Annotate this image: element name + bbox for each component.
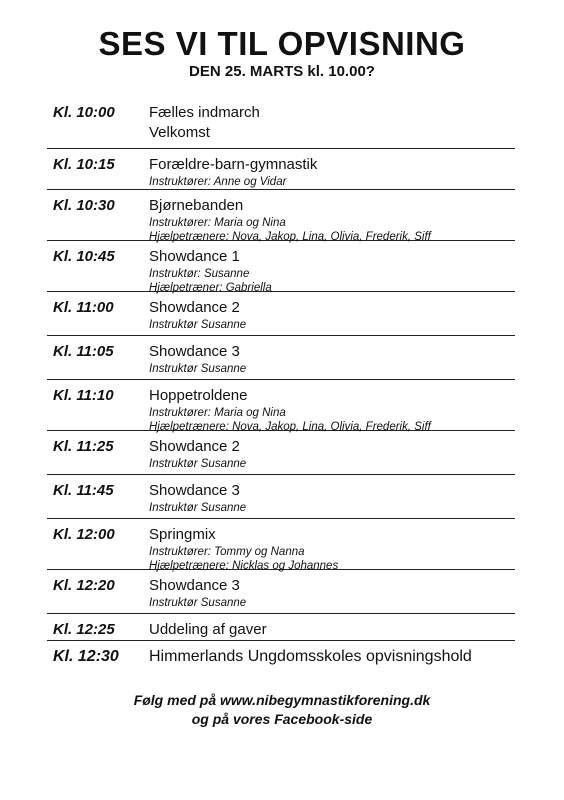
footer bbox=[0, 691, 564, 729]
schedule-content bbox=[149, 196, 515, 243]
schedule-content bbox=[149, 647, 515, 671]
schedule-row bbox=[47, 380, 515, 431]
schedule-content bbox=[149, 620, 515, 640]
schedule-row bbox=[47, 97, 515, 149]
schedule-item-detail: Instruktør Susanne bbox=[149, 319, 247, 331]
schedule-item-detail: Instruktør Susanne bbox=[149, 458, 247, 470]
schedule-content bbox=[149, 298, 515, 335]
schedule-item-detail: Instruktør Susanne bbox=[149, 363, 247, 375]
schedule-item-title: Showdance 2 bbox=[149, 299, 240, 316]
schedule-row bbox=[47, 292, 515, 336]
schedule-time: Kl. 11:10 bbox=[53, 387, 114, 404]
schedule-row bbox=[47, 431, 515, 475]
schedule-item-detail: Hjælpetrænere: Nova, Jakop, Lina, Olivia, Frederik, Siff bbox=[149, 421, 431, 433]
footer-facebook-line: og på vores Facebook-side bbox=[191, 711, 373, 727]
schedule-row bbox=[47, 475, 515, 519]
schedule-item-detail: Hjælpetrænere: Nicklas og Johannes bbox=[149, 560, 339, 572]
schedule-content bbox=[149, 342, 515, 379]
schedule-item-title: Showdance 3 bbox=[149, 577, 240, 594]
schedule-item-detail: Instruktør Susanne bbox=[149, 502, 247, 514]
schedule-content bbox=[149, 576, 515, 613]
schedule-item-title: Fælles indmarch bbox=[149, 104, 260, 121]
schedule-time: Kl. 11:25 bbox=[53, 438, 114, 455]
schedule-content bbox=[149, 525, 515, 572]
schedule-item-title: Bjørnebanden bbox=[149, 197, 244, 214]
schedule-row bbox=[47, 190, 515, 241]
schedule-content bbox=[149, 155, 515, 189]
schedule-content bbox=[149, 437, 515, 474]
schedule-row bbox=[47, 614, 515, 641]
schedule-item-detail: Hjælpetrænere: Nova, Jakop, Lina, Olivia, Frederik, Siff bbox=[149, 231, 431, 243]
schedule-row bbox=[47, 241, 515, 292]
schedule-item-title: Springmix bbox=[149, 526, 216, 543]
schedule-row bbox=[47, 570, 515, 614]
schedule-time: Kl. 11:45 bbox=[53, 482, 114, 499]
schedule-item-detail: Instruktør: Susanne bbox=[149, 268, 250, 280]
schedule-time: Kl. 10:00 bbox=[53, 104, 115, 121]
schedule-time: Kl. 11:00 bbox=[53, 299, 114, 316]
schedule-content bbox=[149, 386, 515, 433]
schedule-item-detail: Instruktører: Maria og Nina bbox=[149, 407, 286, 419]
schedule-item-title: Showdance 3 bbox=[149, 343, 240, 360]
schedule-item-title: Himmerlands Ungdomsskoles opvisningshold bbox=[149, 648, 472, 665]
schedule-time: Kl. 12:30 bbox=[53, 648, 119, 665]
schedule-item-title: Hoppetroldene bbox=[149, 387, 248, 404]
schedule-item-detail: Velkomst bbox=[149, 124, 210, 141]
schedule-item-title: Showdance 1 bbox=[149, 248, 240, 265]
schedule-item-title: Uddeling af gaver bbox=[149, 621, 267, 638]
schedule-time: Kl. 10:15 bbox=[53, 156, 115, 173]
schedule-item-title: Showdance 3 bbox=[149, 482, 240, 499]
schedule-table bbox=[47, 97, 515, 671]
schedule-time: Kl. 10:45 bbox=[53, 248, 115, 265]
page-subtitle: DEN 25. MARTS kl. 10.00? bbox=[189, 63, 375, 80]
schedule-time: Kl. 11:05 bbox=[53, 343, 114, 360]
page-title: SES VI TIL OPVISNING bbox=[98, 25, 466, 62]
schedule-row bbox=[47, 641, 515, 671]
schedule-item-detail: Instruktør Susanne bbox=[149, 597, 247, 609]
schedule-time: Kl. 12:20 bbox=[53, 577, 115, 594]
schedule-item-detail: Instruktører: Maria og Nina bbox=[149, 217, 286, 229]
schedule-time: Kl. 10:30 bbox=[53, 197, 115, 214]
schedule-content bbox=[149, 481, 515, 518]
schedule-row bbox=[47, 336, 515, 380]
schedule-content bbox=[149, 247, 515, 294]
schedule-time: Kl. 12:00 bbox=[53, 526, 115, 543]
schedule-item-detail: Instruktører: Tommy og Nanna bbox=[149, 546, 305, 558]
schedule-row bbox=[47, 519, 515, 570]
schedule-time: Kl. 12:25 bbox=[53, 621, 115, 638]
schedule-item-title: Showdance 2 bbox=[149, 438, 240, 455]
schedule-item-detail: Hjælpetræner: Gabriella bbox=[149, 282, 272, 294]
footer-website-line: Følg med på www.nibegymnastikforening.dk bbox=[133, 692, 431, 708]
schedule-item-detail: Instruktører: Anne og Vidar bbox=[149, 176, 287, 188]
schedule-item-title: Forældre-barn-gymnastik bbox=[149, 156, 318, 173]
schedule-row bbox=[47, 149, 515, 190]
schedule-content bbox=[149, 103, 515, 148]
